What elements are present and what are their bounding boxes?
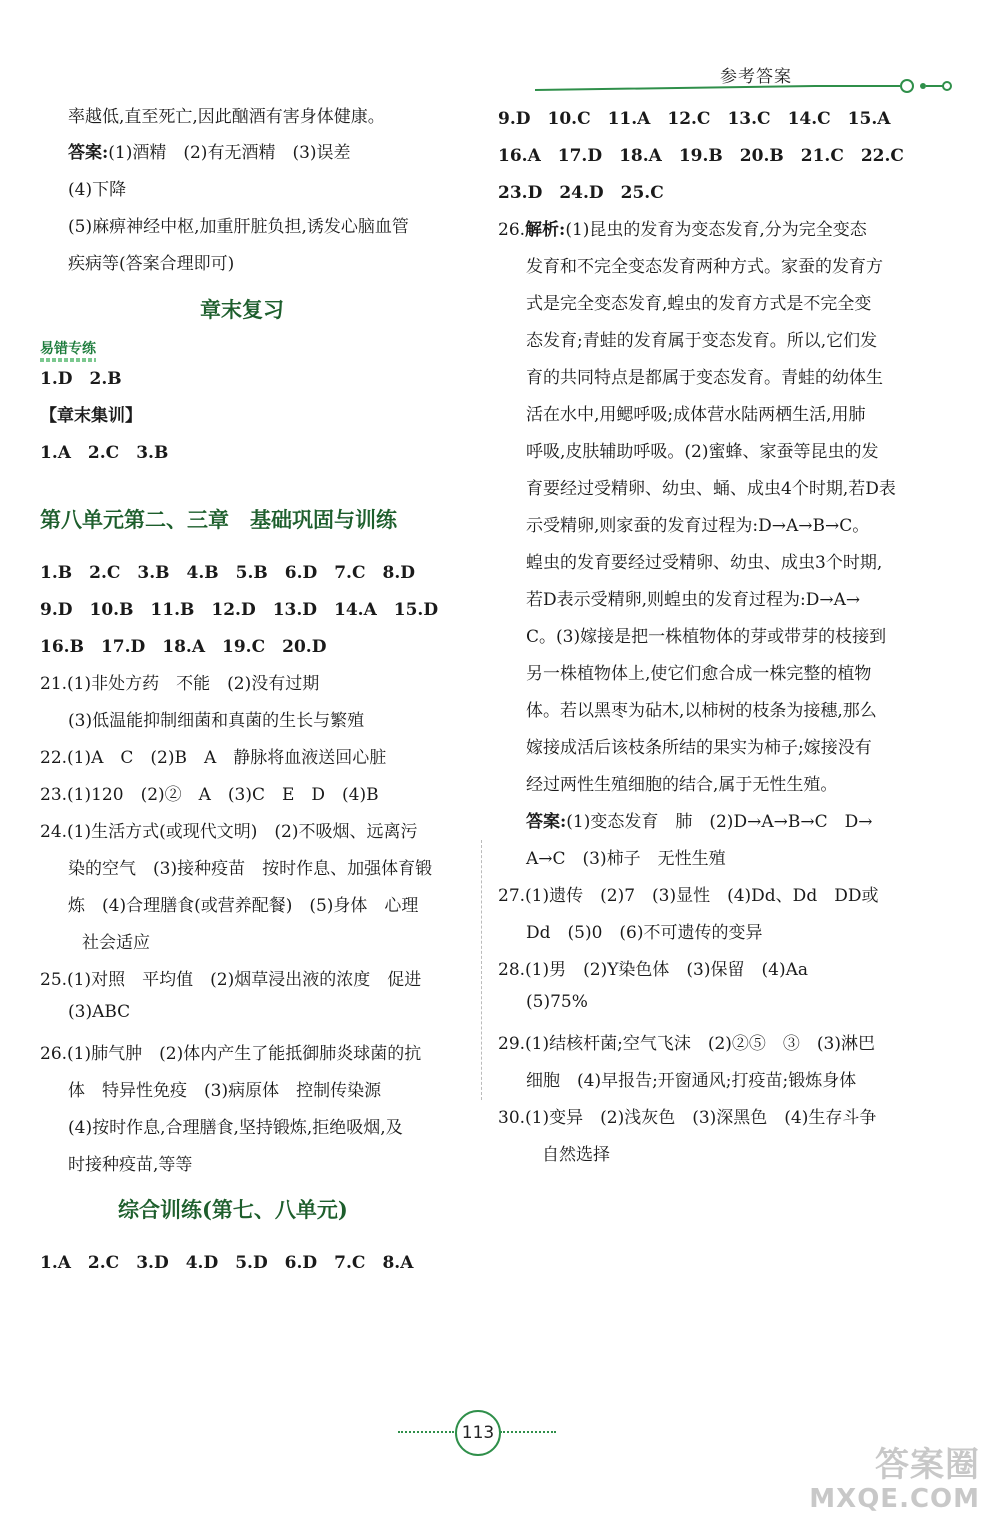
label-error-practice: 易错专练 — [40, 338, 96, 358]
text-line: 炼 (4)合理膳食(或营养配餐) (5)身体 心理 — [68, 896, 419, 916]
analysis-text: (1)昆虫的发育为变态发育,分为完全变态 — [565, 220, 867, 240]
text-line: 态发育;青蛙的发育属于变态发育。所以,它们发 — [526, 331, 878, 351]
text-line: 活在水中,用鳃呼吸;成体营水陆两栖生活,用肺 — [526, 405, 866, 425]
text-line: 1.B 2.C 3.B 4.B 5.B 6.D 7.C 8.D — [40, 563, 415, 583]
text-line: 27.(1)遗传 (2)7 (3)显性 (4)Dd、Dd DD或 — [498, 886, 879, 906]
text-line: 若D表示受精卵,则蝗虫的发育过程为:D→A→ — [526, 590, 861, 610]
text-line: 另一株植物体上,使它们愈合成一株完整的植物 — [526, 664, 872, 684]
answer-label: 答案: — [526, 812, 567, 832]
text-line: 【章末集训】 — [40, 406, 142, 426]
text-line: 嫁接成活后该枝条所结的果实为柿子;嫁接没有 — [526, 738, 872, 758]
text-line: (3)ABC — [68, 1002, 131, 1022]
text-line: 社会适应 — [82, 933, 150, 953]
text-line: 24.(1)生活方式(或现代文明) (2)不吸烟、远离污 — [40, 822, 418, 842]
question-number: 26. — [498, 220, 526, 240]
text-line: C。(3)嫁接是把一株植物体的芽或带芽的枝接到 — [526, 627, 887, 647]
text-line: (4)按时作息,合理膳食,坚持锻炼,拒绝吸烟,及 — [68, 1118, 403, 1138]
text-line: A→C (3)柿子 无性生殖 — [526, 849, 726, 869]
text-line: 26.(1)肺气肿 (2)体内产生了能抵御肺炎球菌的抗 — [40, 1044, 422, 1064]
text-line: 30.(1)变异 (2)浅灰色 (3)深黑色 (4)生存斗争 — [498, 1108, 877, 1128]
text-line: 1.A 2.C 3.B — [40, 443, 169, 463]
text-line: 发育和不完全变态发育两种方式。家蚕的发育方 — [526, 257, 883, 277]
text-line: (4)下降 — [68, 180, 127, 200]
answer-line — [68, 138, 351, 163]
footer-dots-left — [398, 1431, 454, 1433]
text-line: 育要经过受精卵、幼虫、蛹、成虫4个时期,若D表 — [526, 479, 896, 499]
text-line: 21.(1)非处方药 不能 (2)没有过期 — [40, 674, 320, 694]
text-line: 28.(1)男 (2)Y染色体 (3)保留 (4)Aa — [498, 960, 808, 980]
text-line: 呼吸,皮肤辅助呼吸。(2)蜜蜂、家蚕等昆虫的发 — [526, 442, 879, 462]
text-line: 1.A 2.C 3.D 4.D 5.D 6.D 7.C 8.A — [40, 1253, 414, 1273]
text-line: 9.D 10.B 11.B 12.D 13.D 14.A 15.D — [40, 600, 439, 620]
answer-label: 答案: — [68, 143, 109, 163]
text-line: 1.D 2.B — [40, 369, 122, 389]
text-line: 自然选择 — [542, 1145, 610, 1165]
section-title-chapter-review: 章末复习 — [200, 297, 284, 322]
footer-dots-right — [500, 1431, 556, 1433]
section-title-comprehensive: 综合训练(第七、八单元) — [118, 1197, 348, 1222]
watermark-logo: 答案圈 — [875, 1445, 980, 1485]
answer-text: (1)酒精 (2)有无酒精 (3)误差 — [108, 143, 351, 163]
watermark-url: MXQE.COM — [809, 1484, 980, 1514]
text-line: 经过两性生殖细胞的结合,属于无性生殖。 — [526, 775, 838, 795]
text-line: 染的空气 (3)接种疫苗 按时作息、加强体育锻 — [68, 859, 433, 879]
text-line: 育的共同特点是都属于变态发育。青蛙的幼体生 — [526, 368, 883, 388]
text-line: Dd (5)0 (6)不可遗传的变异 — [526, 923, 763, 943]
text-line: 蝗虫的发育要经过受精卵、幼虫、成虫3个时期, — [526, 553, 883, 573]
answer-line — [526, 807, 872, 832]
answer-text: (1)变态发育 肺 (2)D→A→B→C D→ — [566, 812, 873, 832]
text-line: 时接种疫苗,等等 — [68, 1155, 193, 1175]
text-line: 23.(1)120 (2)② A (3)C E D (4)B — [40, 785, 379, 805]
text-line: (5)麻痹神经中枢,加重肝脏负担,诱发心脑血管 — [68, 217, 409, 237]
column-divider — [481, 840, 483, 1100]
text-line: 9.D 10.C 11.A 12.C 13.C 14.C 15.A — [498, 109, 891, 129]
analysis-label: 解析: — [525, 220, 566, 240]
text-line: 细胞 (4)早报告;开窗通风;打疫苗;锻炼身体 — [526, 1071, 857, 1091]
text-line: 疾病等(答案合理即可) — [68, 254, 235, 274]
text-line: 16.A 17.D 18.A 19.B 20.B 21.C 22.C — [498, 146, 904, 166]
text-line: (5)75% — [526, 992, 588, 1012]
text-line: (3)低温能抑制细菌和真菌的生长与繁殖 — [68, 711, 365, 731]
text-line: 示受精卵,则家蚕的发育过程为:D→A→B→C。 — [526, 516, 870, 536]
section-title-unit8: 第八单元第二、三章 基础巩固与训练 — [40, 507, 397, 532]
analysis-line — [498, 215, 867, 240]
page-number: 113 — [455, 1410, 501, 1456]
text-line: 25.(1)对照 平均值 (2)烟草浸出液的浓度 促进 — [40, 970, 422, 990]
text-line: 体。若以黑枣为砧木,以柿树的枝条为接穗,那么 — [526, 701, 877, 721]
watermark — [809, 1445, 980, 1516]
text-line: 式是完全变态发育,蝗虫的发育方式是不完全变 — [526, 294, 872, 314]
header-title: 参考答案 — [720, 67, 792, 87]
text-line: 23.D 24.D 25.C — [498, 183, 664, 203]
text-line: 22.(1)A C (2)B A 静脉将血液送回心脏 — [40, 748, 387, 768]
text-line: 率越低,直至死亡,因此酗酒有害身体健康。 — [68, 107, 385, 127]
text-line: 29.(1)结核杆菌;空气飞沫 (2)②⑤ ③ (3)淋巴 — [498, 1034, 876, 1054]
text-line: 16.B 17.D 18.A 19.C 20.D — [40, 637, 327, 657]
text-line: 体 特异性免疫 (3)病原体 控制传染源 — [68, 1081, 382, 1101]
